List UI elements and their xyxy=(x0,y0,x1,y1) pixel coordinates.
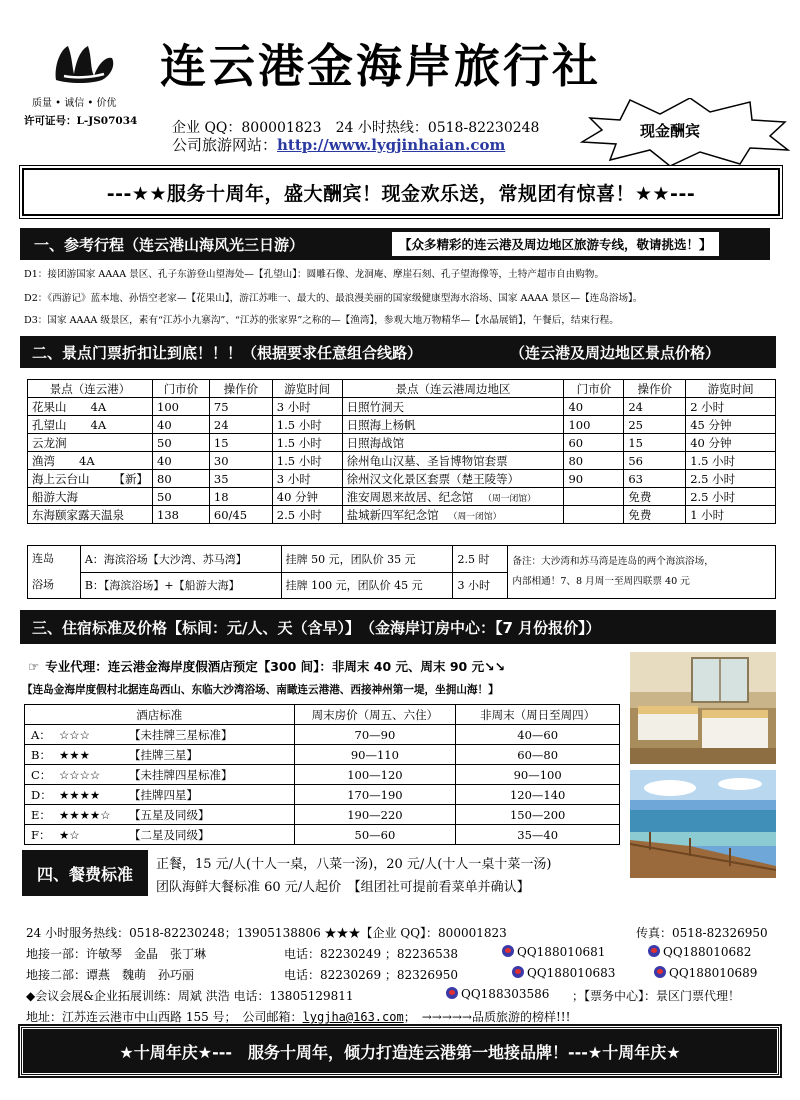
hotel-stars: ☆☆☆ xyxy=(59,727,90,742)
operation-price-text: 35 xyxy=(213,471,229,486)
hotel-weekend-price: 50—60 xyxy=(294,825,456,845)
nearby-visit-time-text: 1 小时 xyxy=(690,507,725,522)
hotel-stars: ★★★★☆ xyxy=(59,807,111,822)
itinerary-day1: D1：接团游国家 AAAA 景区、孔子东游登山望海处—【孔望山】：圆雕石像、龙洞庵、摩崖石刻、孔子望海像等，土特产超市自由购物。 xyxy=(24,269,605,280)
nearby-operation-price xyxy=(624,434,686,452)
closing-note: （周一闭馆） xyxy=(483,493,536,504)
table-row xyxy=(28,398,776,416)
address-text: 地址：江苏连云港市中山西路 155 号； 公司邮箱： xyxy=(26,1010,303,1024)
visit-time-text: 1.5 小时 xyxy=(276,435,322,450)
scenic-name-text: 花果山 xyxy=(32,399,67,414)
scenic-name xyxy=(28,434,153,452)
hotel-stars: ★☆ xyxy=(59,827,80,842)
list-price xyxy=(153,506,210,524)
hotel-weekend-price: 170—190 xyxy=(294,785,456,805)
nearby-operation-price xyxy=(624,398,686,416)
dept1-qq1 xyxy=(502,945,605,959)
hotel-level: 【五星及同级】 xyxy=(129,807,210,822)
beach-note-line2: 内部相通！7、8 月周一至周四联票 40 元 xyxy=(512,576,690,587)
hotel-level: 【二星及同级】 xyxy=(129,827,210,842)
operation-price xyxy=(209,506,272,524)
nearby-operation-price xyxy=(624,416,686,434)
hotel-stars: ★★★★ xyxy=(59,787,101,802)
scenic-name xyxy=(28,488,153,506)
qq-icon xyxy=(648,945,660,957)
nearby-scenic-name-text: 日照海上杨帆 xyxy=(346,417,416,432)
footer-banner: ★十周年庆★--- 服务十周年，倾力打造连云港第一地接品牌！---★十周年庆★ xyxy=(20,1026,780,1076)
nearby-operation-price-text: 25 xyxy=(628,417,643,432)
visit-time-text: 3 小时 xyxy=(276,399,311,414)
scenic-name xyxy=(28,470,153,488)
list-price-text: 40 xyxy=(157,453,172,468)
hotel-weekday-price: 35—40 xyxy=(456,825,620,845)
meal-standard-line1: 正餐，15 元/人(十人一桌，八菜一汤)，20 元/人(十人一桌十菜一汤) xyxy=(156,857,552,872)
list-price-text: 100 xyxy=(157,399,179,414)
section3-title: 三、住宿标准及价格【标间：元/人、天（含早）】 （金海岸订房中心：【7 月份报价】） xyxy=(32,618,601,637)
operation-price xyxy=(209,488,272,506)
website-line xyxy=(172,134,505,155)
meeting-qq xyxy=(446,987,549,1001)
nearby-operation-price-text: 免费 xyxy=(628,507,652,522)
nearby-scenic-name-text: 淮安周恩来故居、纪念馆 xyxy=(346,489,474,504)
scenic-name xyxy=(28,452,153,470)
hotel-grade xyxy=(25,765,295,785)
visit-time-text: 1.5 小时 xyxy=(276,417,322,432)
seaside-boardwalk-photo xyxy=(630,770,776,878)
nearby-list-price-text: 80 xyxy=(568,453,584,468)
nearby-scenic-name-text: 盐城新四军纪念馆 xyxy=(346,507,439,522)
beach-price-b: 挂牌 100 元，团队价 45 元 xyxy=(281,572,453,599)
closing-note: （周一闭馆） xyxy=(448,511,502,522)
company-name: 连云港金海岸旅行社 xyxy=(160,39,601,93)
hotel-stars: ★★★ xyxy=(59,747,90,762)
list-price xyxy=(153,452,210,470)
beach-time-a: 2.5 时 xyxy=(453,546,508,573)
hotel-price-table xyxy=(24,704,620,845)
visit-time-text: 1.5 小时 xyxy=(276,453,322,468)
visit-time-text: 2.5 小时 xyxy=(276,507,322,522)
nearby-list-price xyxy=(564,434,624,452)
scenic-name-text: 海上云台山 xyxy=(32,471,90,486)
hotel-grade: E： xyxy=(31,807,51,822)
beach-note xyxy=(508,546,776,599)
hotel-weekday-price: 90—100 xyxy=(456,765,620,785)
hotel-grade: F： xyxy=(31,827,51,842)
table-row xyxy=(28,416,776,434)
nearby-scenic-name xyxy=(342,470,564,488)
slogan-text: ； →→→→→品质旅游的榜样!!! xyxy=(403,1010,571,1024)
nearby-scenic-name xyxy=(342,506,564,524)
nearby-visit-time-text: 2 小时 xyxy=(690,399,725,414)
hotel-agent-line xyxy=(28,657,505,675)
visit-time xyxy=(272,434,342,452)
hotel-grade xyxy=(25,725,295,745)
column-header: 景点（连云港周边地区 xyxy=(342,380,564,398)
table-row xyxy=(25,745,620,765)
dept2-staff: 地接二部：谭燕 魏萌 孙巧丽 xyxy=(26,968,195,982)
list-price-text: 80 xyxy=(157,471,172,486)
beach-option-b: B：【海滨浴场】+【船游大海】 xyxy=(80,572,281,599)
column-header: 门市价 xyxy=(153,380,210,398)
nearby-visit-time-text: 1.5 小时 xyxy=(690,453,736,468)
nearby-scenic-name-text: 徐州龟山汉墓、圣旨博物馆套票 xyxy=(346,453,508,468)
column-header: 非周末（周日至周四） xyxy=(456,705,620,725)
beach-option-a: A：海滨浴场【大沙湾、苏马湾】 xyxy=(80,546,281,573)
nearby-operation-price xyxy=(624,488,686,506)
email-link[interactable]: lygjha@163.com xyxy=(302,1010,404,1024)
operation-price-text: 60/45 xyxy=(213,507,248,522)
visit-time-text: 40 分钟 xyxy=(276,489,319,504)
scenic-name-text: 渔湾 xyxy=(32,453,55,468)
beach-note-line1: 备注：大沙湾和苏马湾是连岛的两个海滨浴场， xyxy=(512,556,714,567)
table-row xyxy=(25,725,620,745)
hotel-level: 【挂牌四星】 xyxy=(129,787,198,802)
hotel-room-photo xyxy=(630,652,776,764)
table-row xyxy=(25,785,620,805)
list-price xyxy=(153,434,210,452)
scenic-name xyxy=(28,398,153,416)
table-row xyxy=(25,825,620,845)
list-price-text: 40 xyxy=(157,417,172,432)
nearby-visit-time xyxy=(686,452,776,470)
hotel-grade xyxy=(25,745,295,765)
operation-price xyxy=(209,416,272,434)
hotel-agent-text: 专业代理：连云港金海岸度假酒店预定【300 间】：非周末 40 元、周末 90 元↘↘ xyxy=(45,659,506,674)
list-price-text: 50 xyxy=(157,489,172,504)
operation-price-text: 15 xyxy=(213,435,229,450)
scenic-name xyxy=(28,416,153,434)
beach-price-a: 挂牌 50 元，团队价 35 元 xyxy=(281,546,453,573)
table-row xyxy=(28,434,776,452)
visit-time xyxy=(272,452,342,470)
dept2-row xyxy=(26,966,758,983)
nearby-operation-price xyxy=(624,452,686,470)
table-row xyxy=(28,488,776,506)
section1-note: 【众多精彩的连云港及周边地区旅游专线，敬请挑选！】 xyxy=(392,232,719,256)
nearby-scenic-name xyxy=(342,452,564,470)
scenic-grade-tag: 4A xyxy=(90,399,107,414)
nearby-scenic-name xyxy=(342,416,564,434)
nearby-list-price-text: 90 xyxy=(568,471,584,486)
nearby-operation-price xyxy=(624,470,686,488)
nearby-scenic-name xyxy=(342,488,564,506)
website-link[interactable]: http://www.lygjinhaian.com xyxy=(277,136,506,154)
website-label: 公司旅游网站： xyxy=(172,136,278,154)
table-header-row xyxy=(25,705,620,725)
scenic-price-table xyxy=(27,379,776,524)
section4-title: 四、餐费标准 xyxy=(36,864,133,884)
nearby-list-price-text: 40 xyxy=(568,399,584,414)
nearby-scenic-name xyxy=(342,434,564,452)
scenic-name-text: 东海颐家露天温泉 xyxy=(32,507,124,522)
hotel-weekend-price: 90—110 xyxy=(294,745,456,765)
section1-title: 一、参考行程（连云港山海风光三日游） xyxy=(34,235,305,254)
visit-time xyxy=(272,470,342,488)
nearby-visit-time-text: 45 分钟 xyxy=(690,417,732,432)
hotel-weekday-price: 120—140 xyxy=(456,785,620,805)
column-header: 操作价 xyxy=(209,380,272,398)
hotel-weekday-price: 60—80 xyxy=(456,745,620,765)
cash-reward-label: 现金酬宾 xyxy=(640,122,701,140)
dept1-staff: 地接一部：许敏琴 金晶 张丁琳 xyxy=(26,947,207,961)
operation-price-text: 30 xyxy=(213,453,229,468)
nearby-operation-price-text: 56 xyxy=(628,453,643,468)
hotline-row xyxy=(26,924,768,941)
table-header-row xyxy=(28,380,776,398)
nearby-operation-price xyxy=(624,506,686,524)
nearby-visit-time xyxy=(686,488,776,506)
scenic-name-text: 云龙涧 xyxy=(32,435,67,450)
table-row xyxy=(28,546,776,573)
hotel-weekend-price: 70—90 xyxy=(294,725,456,745)
hotel-grade: B： xyxy=(31,747,51,762)
section4-header xyxy=(22,850,148,896)
operation-price-text: 75 xyxy=(213,399,229,414)
nearby-list-price-text: 100 xyxy=(568,417,591,432)
qq-number: QQ188010682 xyxy=(663,945,752,959)
meeting-row xyxy=(26,987,741,1004)
qq-number: QQ188303586 xyxy=(461,987,550,1001)
list-price-text: 50 xyxy=(157,435,172,450)
nearby-list-price xyxy=(564,452,624,470)
qq-number: QQ188010689 xyxy=(669,966,758,980)
hotel-grade xyxy=(25,805,295,825)
qq-icon xyxy=(446,987,458,999)
nearby-scenic-name-text: 日照海战馆 xyxy=(346,435,405,450)
column-header: 游览时间 xyxy=(272,380,342,398)
scenic-name-text: 孔望山 xyxy=(32,417,67,432)
nearby-scenic-name-text: 徐州汉文化景区套票（楚王陵等） xyxy=(346,471,520,486)
column-header: 门市价 xyxy=(564,380,624,398)
hotel-stars: ☆☆☆☆ xyxy=(59,767,101,782)
operation-price xyxy=(209,398,272,416)
hotel-weekday-price: 40—60 xyxy=(456,725,620,745)
itinerary-day2: D2：《西游记》蓝本地、孙悟空老家—【花果山】，游江苏唯一、最大的、最浪漫美丽的国家级健康型海水浴场、国家 AAAA 景区—【连岛浴场】。 xyxy=(24,293,643,304)
company-logo xyxy=(50,36,120,88)
beach-label-line2: 浴场 xyxy=(32,578,54,591)
hotel-weekend-price: 190—220 xyxy=(294,805,456,825)
column-header: 操作价 xyxy=(624,380,686,398)
table-row xyxy=(25,765,620,785)
visit-time xyxy=(272,506,342,524)
beach-ticket-table xyxy=(27,545,776,599)
dept1-qq2 xyxy=(648,945,751,959)
nearby-list-price-text: 60 xyxy=(568,435,584,450)
anniversary-banner: ---★★服务十周年，盛大酬宾！现金欢乐送，常规团有惊喜！★★--- xyxy=(22,168,780,216)
scenic-name xyxy=(28,506,153,524)
qq-number: QQ188010681 xyxy=(517,945,606,959)
visit-time xyxy=(272,398,342,416)
nearby-visit-time xyxy=(686,506,776,524)
dept2-qq1 xyxy=(512,966,615,980)
hotel-grade: A： xyxy=(31,727,51,742)
hotel-weekend-price: 100—120 xyxy=(294,765,456,785)
list-price xyxy=(153,416,210,434)
visit-time xyxy=(272,488,342,506)
operation-price-text: 18 xyxy=(213,489,229,504)
hotel-level: 【挂牌三星】 xyxy=(129,747,198,762)
nearby-operation-price-text: 24 xyxy=(628,399,643,414)
nearby-operation-price-text: 15 xyxy=(628,435,643,450)
beach-label xyxy=(28,546,81,599)
dept1-row xyxy=(26,945,752,962)
pointing-hand-icon: ☞ xyxy=(28,659,40,674)
column-header: 游览时间 xyxy=(686,380,776,398)
operation-price xyxy=(209,452,272,470)
address-row xyxy=(26,1008,570,1025)
visit-time xyxy=(272,416,342,434)
list-price-text: 138 xyxy=(157,507,179,522)
table-row xyxy=(28,452,776,470)
dept2-phone: 电话：82230269 ；82326950 xyxy=(284,968,458,982)
column-header: 景点（连云港） xyxy=(28,380,153,398)
nearby-scenic-name-text: 日照竹洞天 xyxy=(346,399,405,414)
list-price xyxy=(153,398,210,416)
nearby-visit-time xyxy=(686,470,776,488)
nearby-list-price xyxy=(564,398,624,416)
operation-price-text: 24 xyxy=(213,417,229,432)
hotel-level: 【未挂牌三星标准】 xyxy=(129,727,233,742)
nearby-list-price xyxy=(564,488,624,506)
meeting-contact: ◆会议会展&企业拓展训练：周斌 洪浩 电话：13805129811 xyxy=(26,989,354,1003)
service-hotline: 24 小时服务热线：0518-82230248；13905138806 ★★★【企业 QQ】：800001823 xyxy=(26,926,507,940)
section2-title: 二、景点门票折扣让到底！！！（根据要求任意组合线路） xyxy=(32,343,423,362)
qq-icon xyxy=(512,966,524,978)
dept1-phone: 电话：82230249 ；82236538 xyxy=(284,947,458,961)
list-price xyxy=(153,470,210,488)
nearby-operation-price-text: 免费 xyxy=(628,489,652,504)
hotel-grade: C： xyxy=(31,767,52,782)
ticket-center: ；【票务中心】：景区门票代理！ xyxy=(572,989,741,1003)
hotel-level: 【未挂牌四星标准】 xyxy=(129,767,233,782)
hotel-weekday-price: 150—200 xyxy=(456,805,620,825)
qq-icon xyxy=(502,945,514,957)
nearby-visit-time-text: 40 分钟 xyxy=(690,435,732,450)
table-row xyxy=(25,805,620,825)
nearby-visit-time-text: 2.5 小时 xyxy=(690,471,736,486)
scenic-grade-tag: 4A xyxy=(90,417,107,432)
qq-hotline: 企业 QQ：800001823 24 小时热线：0518-82230248 xyxy=(172,120,540,136)
nearby-visit-time xyxy=(686,416,776,434)
hotel-grade xyxy=(25,825,295,845)
qq-icon xyxy=(654,966,666,978)
column-header: 酒店标准 xyxy=(25,705,295,725)
section2-subtitle: （连云港及周边地区景点价格） xyxy=(510,343,721,362)
nearby-list-price xyxy=(564,416,624,434)
nearby-list-price xyxy=(564,506,624,524)
nearby-visit-time xyxy=(686,434,776,452)
beach-label-line1: 连岛 xyxy=(32,552,54,565)
table-row xyxy=(28,470,776,488)
fax-number: 传真：0518-82326950 xyxy=(636,926,768,940)
nearby-visit-time xyxy=(686,398,776,416)
nearby-operation-price-text: 63 xyxy=(628,471,643,486)
section2-header xyxy=(20,336,776,368)
operation-price xyxy=(209,434,272,452)
hotel-grade xyxy=(25,785,295,805)
license-number: 许可证号：L-JS07034 xyxy=(24,115,138,127)
nearby-list-price xyxy=(564,470,624,488)
hotel-grade: D： xyxy=(31,787,52,802)
column-header: 周末房价（周五、六住） xyxy=(294,705,456,725)
visit-time-text: 3 小时 xyxy=(276,471,311,486)
scenic-grade-tag: 4A xyxy=(79,453,95,468)
tagline: 质量 • 诚信 • 价优 xyxy=(32,98,117,109)
nearby-visit-time-text: 2.5 小时 xyxy=(690,489,736,504)
resort-description: 【连岛金海岸度假村北据连岛西山、东临大沙湾浴场、南瞰连云港港、西接神州第一堤，坐拥山海！】 xyxy=(22,684,499,696)
list-price xyxy=(153,488,210,506)
beach-time-b: 3 小时 xyxy=(453,572,508,599)
nearby-scenic-name xyxy=(342,398,564,416)
scenic-grade-tag: 【新】 xyxy=(113,471,148,486)
itinerary-day3: D3：国家 AAAA 级景区，素有“江苏小九寨沟”、“江苏的张家界”之称的—【渔湾】，参观大地万物精华—【水晶展销】，午餐后，结束行程。 xyxy=(24,315,619,326)
scenic-name-text: 船游大海 xyxy=(32,489,78,504)
qq-number: QQ188010683 xyxy=(527,966,616,980)
dept2-qq2 xyxy=(654,966,757,980)
section1-header xyxy=(20,228,770,260)
meal-standard-line2: 团队海鲜大餐标准 60 元/人起价 【组团社可提前看菜单并确认】 xyxy=(156,880,530,895)
section3-header xyxy=(20,610,776,644)
operation-price xyxy=(209,470,272,488)
table-row xyxy=(28,506,776,524)
